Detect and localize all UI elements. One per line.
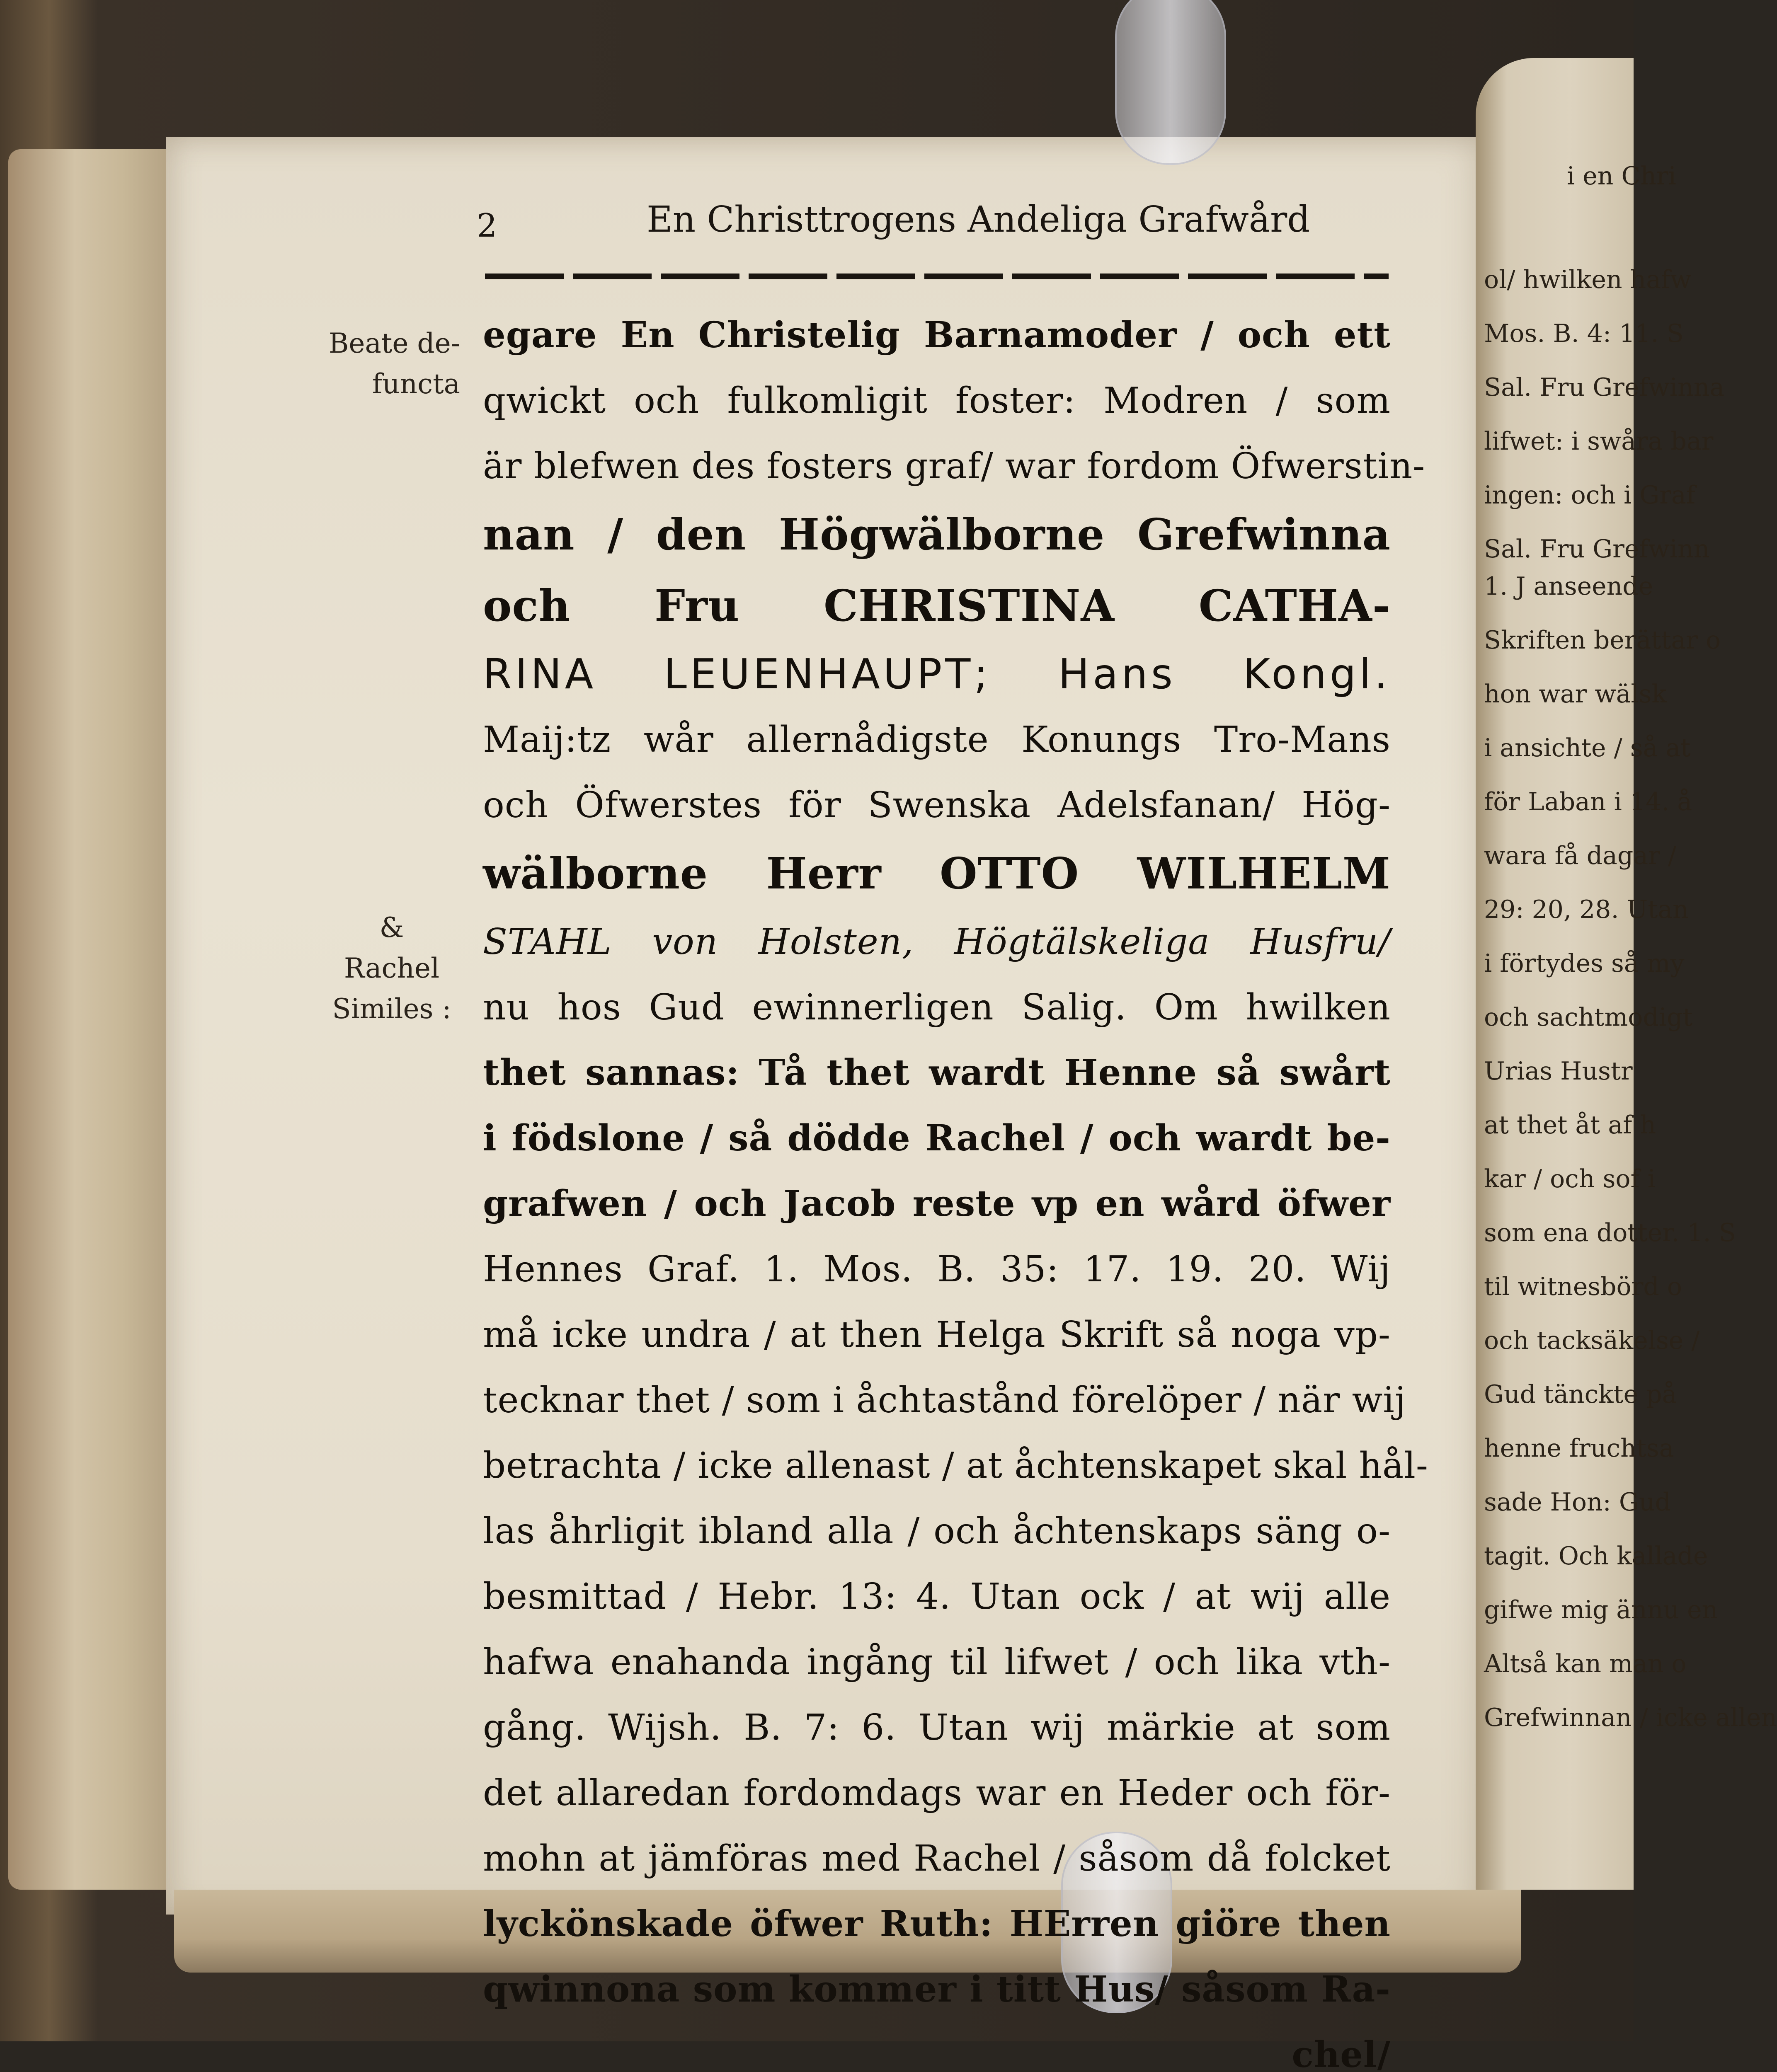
facing-page-line: gifwe mig ännu en (1484, 1595, 1718, 1624)
facing-page-line: Sal. Fru Grefwinn (1484, 535, 1710, 564)
margin-note-line: Similes : (332, 993, 451, 1025)
body-line: thet sannas: Tå thet wardt Henne så swårt (483, 1052, 1391, 1094)
facing-page-line: Grefwinnan / icke allen (1484, 1703, 1777, 1732)
facing-page-line: kar / och sof i (1484, 1164, 1656, 1193)
facing-page-line: i ansichte / så at (1484, 733, 1691, 762)
body-line: STAHL von Holsten, Högtälskeliga Husfru/ (483, 921, 1391, 963)
facing-page-line: Mos. B. 4: 11. S (1484, 319, 1684, 348)
body-line: qwickt och fulkomligit foster: Modren / som (483, 380, 1391, 421)
facing-page-line: ol/ hwilken hafw (1484, 265, 1692, 294)
facing-page-line: i förtydes så my (1484, 949, 1685, 978)
facing-page-line: til witnesbörd o (1484, 1272, 1682, 1301)
body-line: hafwa enahanda ingång til lifwet / och lika vth- (483, 1641, 1391, 1683)
book-page-edges (8, 149, 174, 1890)
margin-note-line: Rachel (344, 952, 440, 984)
body-line: må icke undra / at then Helga Skrift så noga vp- (483, 1314, 1391, 1356)
body-line: i födslone / så dödde Rachel / och wardt be- (483, 1117, 1391, 1159)
body-line: besmittad / Hebr. 13: 4. Utan ock / at wij alle (483, 1576, 1391, 1617)
body-line: lyckönskade öfwer Ruth: HErren giöre then (483, 1903, 1391, 1945)
facing-page-line: och tacksäkelse / (1484, 1326, 1700, 1355)
facing-page-line: hon war wälsk (1484, 680, 1667, 709)
facing-page-line: Urias Hustr (1484, 1057, 1633, 1086)
body-line: betrachta / icke allenast / at åchtenskapet skal hål- (483, 1445, 1428, 1486)
body-line: nan / den Högwälborne Grefwinna (483, 509, 1391, 560)
body-line: Maij:tz wår allernådigste Konungs Tro-Mans (483, 719, 1391, 760)
facing-page-line: Sal. Fru Grefwinna (1484, 373, 1725, 402)
body-line: mohn at jämföras med Rachel / såsom då folcket (483, 1838, 1391, 1879)
facing-page-line: i en Chri (1567, 162, 1676, 191)
body-line: RINA LEUENHAUPT; Hans Kongl. (483, 650, 1391, 698)
facing-page-line: tagit. Och kallade (1484, 1542, 1708, 1571)
facing-page-line: lifwet: i swåra bar (1484, 427, 1714, 456)
margin-note-rachel-similes (323, 908, 460, 1029)
margin-note-line: Beate de- (328, 327, 460, 359)
body-line: tecknar thet / som i åchtastånd förelöper / när wij (483, 1380, 1406, 1421)
facing-page-line: 29: 20, 28. Utan (1484, 895, 1689, 924)
facing-page-line: Skriften berättar o (1484, 626, 1721, 655)
facing-page-line: Gud tänckte på (1484, 1380, 1677, 1409)
body-line: och Fru CHRISTINA CATHA- (483, 580, 1391, 631)
facing-page-line: som ena dotter. 1. S (1484, 1218, 1736, 1247)
body-line: Hennes Graf. 1. Mos. B. 35: 17. 19. 20. Wij (483, 1249, 1391, 1290)
facing-page-line: och sachtmodigt (1484, 1003, 1693, 1032)
facing-page-line: för Laban i 14. å (1484, 787, 1692, 816)
facing-page-line: henne fruchtsa (1484, 1434, 1674, 1463)
page-number: 2 (477, 207, 497, 244)
margin-note-beate-defuncta (323, 323, 460, 404)
body-line: det allaredan fordomdags war en Heder och för- (483, 1772, 1391, 1814)
running-title: En Christtrogens Andeliga Grafwård (647, 199, 1310, 240)
body-line: qwinnona som kommer i titt Hus/ såsom Ra- (483, 1968, 1391, 2010)
body-line: och Öfwerstes för Swenska Adelsfanan/ Hög- (483, 784, 1391, 826)
facing-page-line: 1. J anseende (1484, 572, 1653, 601)
body-text (483, 303, 1428, 2072)
header-rule (485, 274, 1389, 279)
body-line: gång. Wijsh. B. 7: 6. Utan wij märkie at som (483, 1707, 1391, 1748)
body-line: las åhrligit ibland alla / och åchtenskaps säng o- (483, 1510, 1391, 1552)
body-line: nu hos Gud ewinnerligen Salig. Om hwilken (483, 987, 1391, 1028)
body-line: egare En Christelig Barnamoder / och ett (483, 314, 1391, 356)
body-line: chel/ (1292, 2034, 1391, 2072)
body-line: grafwen / och Jacob reste vp en wård öfwer (483, 1183, 1391, 1225)
margin-note-line: & (379, 912, 404, 944)
body-line: wälborne Herr OTTO WILHELM (483, 848, 1391, 899)
facing-page-line: wara få dagar / (1484, 841, 1677, 870)
page-clip-top (1115, 0, 1226, 165)
facing-page-line: Altså kan man o (1484, 1649, 1687, 1678)
facing-page-line: sade Hon: Gud (1484, 1488, 1671, 1517)
margin-note-line: functa (372, 368, 460, 400)
facing-page-line: at thet åt af h (1484, 1111, 1656, 1140)
body-line: är blefwen des fosters graf/ war fordom Öfwerstin- (483, 445, 1425, 487)
facing-page-line: ingen: och i Graf (1484, 481, 1695, 510)
